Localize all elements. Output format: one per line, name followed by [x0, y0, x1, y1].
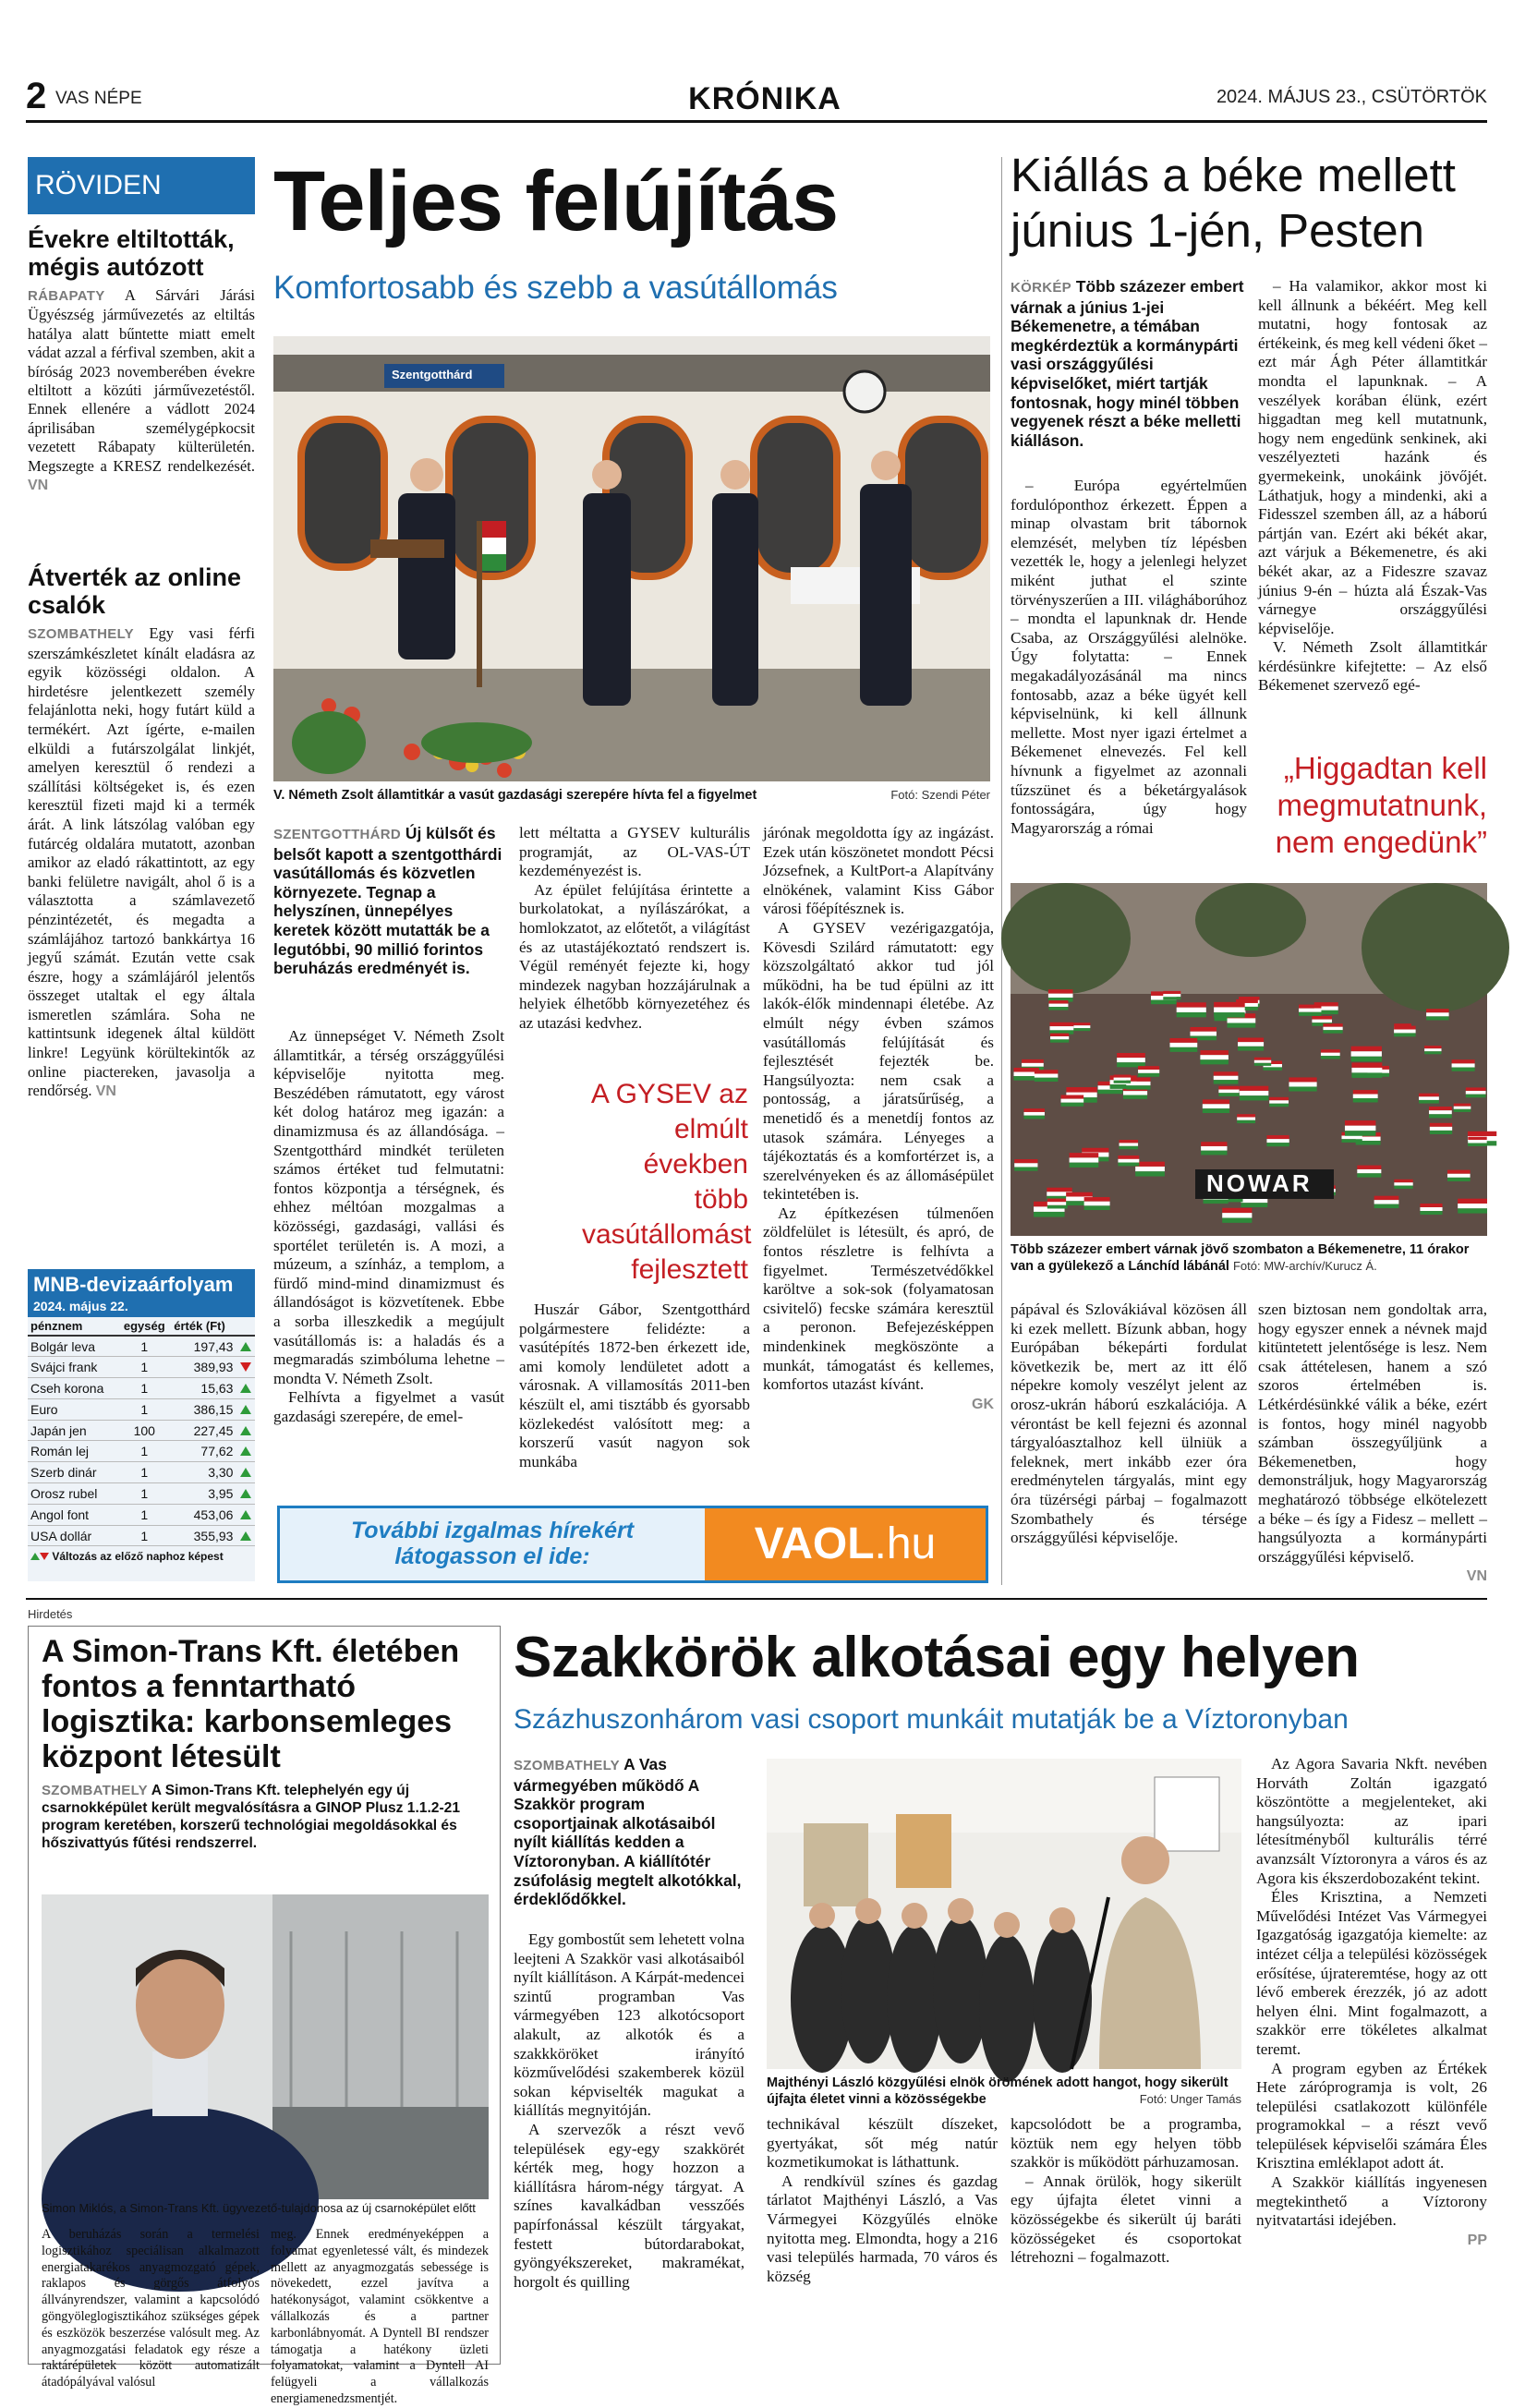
page-header — [26, 78, 1487, 115]
fx-box — [28, 1269, 255, 1581]
fx-rate: 15,63 — [171, 1378, 236, 1399]
main-headline: Teljes felújítás — [273, 154, 839, 248]
ad-portrait-photo — [42, 1894, 489, 2199]
main-signature: GK — [972, 1396, 994, 1412]
fx-rate: 355,93 — [171, 1525, 236, 1546]
fx-row — [28, 1420, 255, 1441]
roviden-item-2-body: SZOMBATHELY Egy vasi férfi szerszámkészletet kínált eladásra az egyik közösségi oldalon. A hirdetésre jelentkezett személy felajánlotta neki, hogy futárt küld a termékért. Azt ígérte, e-mailen elküldi a futárszolgálat linkjét, amelyen keresztül ő rendezi a szállítási költségeket is, és ezen keresztül fizeti majd ki a termék árát. A link látszólag valóban egy futárcég oldalára mutatott, azonban amikor az eladó rákattintott, az egy banki felületre navigált, ahol ő is a választotta a számlavezető pénzintézetét, és megadta a számlájához tartozó bankkártya 16 jegyű számát. Ezután vette csak észre, hogy a számlájáról jelentős összeget utaltak el egy általa ismeretlen számlára. Soha ne kattintsunk idegenek által küldött linkre! Legyünk körültekintők az online piactereken, javasolja a rendőrség. VN — [28, 624, 256, 1100]
roviden-label: RÖVIDEN — [28, 157, 255, 214]
right-signature: VN — [1466, 1568, 1487, 1585]
szakkor-subheadline: Százhuszonhárom vasi csoport munkáit mutatják be a Víztoronyban — [514, 1704, 1349, 1735]
header-rule — [26, 120, 1487, 123]
fx-currency-name: USA dollár — [28, 1525, 117, 1546]
fx-unit: 1 — [117, 1398, 171, 1420]
fx-unit: 100 — [117, 1420, 171, 1441]
main-col-2b: Huszár Gábor, Szentgotthárd polgármestere felidézte: a vasútépítés 1872-ben érkezett ide, ami komoly lendületet adott a városnak. A villamosítás 2011-ben készült el, ami tisztább és gyorsabb közlekedést valósított meg: a korszerű vasút nagyon sok munkába — [519, 1301, 750, 1470]
right-col-1: – Európa egyértelműen fordulóponthoz érkezett. Éppen a minap olvastam brit tábornok elemzését, melyben tíz lépésben vezették le, hogy a jelenlegi helyzet miként juthat el szinte törvényszerűen a III. világháborúhoz – mondta el lapunknak dr. Hende Csaba, az Országgyűlési alelnöke. Úgy folytatta: – Ennek megakadályozásánál ma nincs fontosabb, azaz a béke ügyét kell képviselnünk, ki kell állnunk mellette. Most nyer igazi értelmet a Békemenet elnevezés. Fel kell hívnunk a figyelmet az azonnali tűzszünet és a béketárgyalások fontosságára, úgy hogy Magyarország a római — [1011, 477, 1247, 837]
vaol-promo[interactable] — [277, 1506, 988, 1583]
fx-unit: 1 — [117, 1357, 171, 1378]
right-col-2: – Ha valamikor, akkor most ki kell állnunk a békéért. Meg kell mutatni, hogy fontosak az értékeink, és meg kell védeni őket – ezt már Ágh Péter államtitkár mondta el lapunknak. – A veszélyek korában élünk, ezért higgadtan meg kell mutatnunk, hogy nem engedünk senkinek, aki veszélyezteti hazánk és gyermekeink, unokáink jövőjét. Láthatjuk, hogy a mindenki, aki a Fidesszel szemben áll, az a háború pártján van. Ezért aki békét akar, azt várjuk a Békemenetre, és aki békét akar, az a Fideszre szavaz június 9-én – húzta alá Észak-Vas várnegye országgyűlési képviselője. V. Németh Zsolt államtitkár kérdésünkre kifejtette: – Az első Békemenet szervező egé- — [1258, 277, 1487, 695]
ad-col-1: A beruházás során a termelési logisztikához speciálisan alkalmazott energiatakarékos anyagmozgató gépek, raklapos és görgős átfolyós állványrendszer, valamint a kapcsolódó göngyöleglogisztikához szükséges gépek és eszközök beszerzése valósult meg. Az anyagmozgatási feladatok egy része a raktárépületek között automatizált átadópályával valósul — [42, 2227, 260, 2390]
promo-logo[interactable]: VAOL.hu — [705, 1508, 986, 1580]
fx-table — [28, 1317, 255, 1546]
right-col-3: pápával és Szlovákiával közösen áll ki ezek mellett. Bízunk abban, hogy Európában békepárti fordulat következik be, mert az itt élő népekre komoly veszélyt jelent az orosz-ukrán háború eszkalációja. A vérontást be kell fejezni és azonnal tárgyalóasztalhoz kell ülniük a feleknek, mert inkább ezer óra eredménytelen tárgyalás, mint egy óra tüzérségi párbaj – fogalmazott Szombathely és térsége országgyűlési képviselője. — [1011, 1301, 1247, 1547]
roviden-item-2 — [28, 563, 255, 1102]
szakkor-col-2: technikával készült díszeket, gyertyákat, sőt még natúr kozmetikumokat is láthattunk. A rendkívül színes és gazdag tárlatot Majthényi László, a Vas Vármegyei Közgyűlés elnöke nyitotta meg. Elmondta, hogy a 216 vasi település harmada, 70 város és község — [767, 2115, 998, 2285]
fx-unit: 1 — [117, 1525, 171, 1546]
arrow-up-icon — [240, 1405, 251, 1414]
fx-row — [28, 1336, 255, 1357]
fx-col-unit: egység — [117, 1317, 171, 1336]
right-pullquote: „Higgadtan kell megmutatnunk, nem engedünk” — [1275, 751, 1487, 859]
section-title: KRÓNIKA — [688, 81, 841, 116]
fx-footnote: Változás az előző naphoz képest — [28, 1546, 255, 1567]
main-pullquote: A GYSEV az elmúlt években több vasútállomást fejlesztett — [582, 1079, 752, 1285]
right-lead: KÖRKÉP Több százezer embert várnak a június 1-jei Békemenetre, a témában megkérdeztük a kormánypárti vasi országgyűlési képviselőket, miért tartják fontosnak, hogy minél többen vegyenek részt a béke melletti kiálláson. — [1011, 277, 1244, 450]
arrow-up-icon — [240, 1468, 251, 1477]
issue-date: 2024. MÁJUS 23., CSÜTÖRTÖK — [1216, 87, 1487, 107]
main-subheadline: Komfortosabb és szebb a vasútállomás — [273, 270, 838, 306]
roviden-item-1-title: Évekre eltiltották, mégis autózott — [28, 225, 235, 281]
column-divider — [1001, 157, 1002, 1585]
arrow-up-icon — [240, 1384, 251, 1393]
fx-unit: 1 — [117, 1441, 171, 1462]
fx-currency-name: Japán jen — [28, 1420, 117, 1441]
fx-rate: 3,30 — [171, 1462, 236, 1483]
szakkor-signature: PP — [1467, 2232, 1487, 2248]
fx-unit: 1 — [117, 1336, 171, 1357]
station-sign: Szentgotthárd — [392, 368, 473, 381]
fx-title: MNB-devizaárfolyam — [28, 1269, 255, 1299]
exhibition-photo — [767, 1759, 1241, 2069]
szakkor-lead: SZOMBATHELY A Vas vármegyében működő A Szakkör program csoportjainak alkotásaiból nyílt kiállítás kedden a Víztoronyban. A kiállítótér zsúfolásig megtelt alkotókkal, érdeklődőkkel. — [514, 1755, 742, 1909]
main-col-1: Az ünnepséget V. Németh Zsolt államtitkár, a térség országgyűlési képviselője nyitotta meg. Beszédében rámutatott, egy várost két dolog határoz meg igazán: a dinamizmusa és az állandósága. – Szentgotthárd mindkét területen számos értéket tud felmutatni: fontos központja a térségnek, és ehhez méltóan mozgalmas a közösségi, gazdasági, vallási és sportélet területén is. A mozi, a múzeum, a színház, a templom, a fürdő mind-mind dinamizmust és állandóságot is közvetítenek. Ebbe a sorba illeszkedik a megújult vasútállomás is: a haladás és a megmaradás szimbóluma lehetne – mondta V. Németh Zsolt. Felhívta a figyelmet a vasút gazdasági szerepére, de emel- — [273, 1027, 504, 1425]
nowar-banner-text: NOWAR — [1206, 1169, 1313, 1197]
main-col-2: lett méltatta a GYSEV kulturális programját, az OL-VAS-ÚT kezdeményezést is. Az épület felújítása érintette a burkolatokat, a nyílászárókat, a homlokzatot, az előtetőt, a világítást és az utastájékoztató rendszert is. Végül reményét fejezte ki, hogy mindezek nagyban hozzájárulnak a helyiek élhetőbb környezetéhez és az utazási kedvhez. — [519, 824, 750, 1032]
ad-photo-caption: Simon Miklós, a Simon-Trans Kft. ügyvezető-tulajdonosa az új csarnoképület előtt — [42, 2201, 476, 2215]
fx-unit: 1 — [117, 1378, 171, 1399]
fx-rate: 389,93 — [171, 1357, 236, 1378]
promo-text: További izgalmas hírekért látogasson el ide: — [280, 1508, 705, 1580]
roviden-item-1 — [28, 225, 255, 495]
ad-col-2: meg. Ennek eredményeképpen a folyamat egyenletessé vált, és mindezek mellett az anyagmozgatás sebessége is növekedett, ezzel javítva a hatékonyságot, valamint csökkentve a vállalkozás és a partner karbonlábnyomát. A Dyntell BI rendszer támogatja a hatékony üzleti folyamatokat, valamint a Dyntell AI felügyeli a vállalkozás energiamenedzsmentjét. — [271, 2227, 489, 2406]
station-illustration — [273, 336, 990, 781]
arrow-down-icon — [240, 1362, 251, 1372]
arrow-up-icon — [30, 1553, 40, 1560]
szakkor-col-1: Egy gombostűt sem lehetett volna leejteni A Szakkör vasi alkotásaiból nyílt kiállításon. A Kárpát-medencei szintű programban Vas vármegyében 123 alkotócsoport alakult, az alkotók és a szakkköröket irányító közművelődési szakemberek közül sokan képviselték magukat a kiállítás megnyitóján. A szervezők a részt vevő települések egy-egy szakkörét kérték meg, hogy hozzon a kiállításra három-négy tárgyat. A színes kavalkádban vesszőés papírfonással készült tárgyakat, festett bútordarabokat, gyöngyékszereket, makramékat, horgolt és quilling — [514, 1930, 744, 2291]
portrait-illustration — [42, 1894, 489, 2199]
fx-row — [28, 1504, 255, 1525]
fx-row — [28, 1462, 255, 1483]
fx-currency-name: Bolgár leva — [28, 1336, 117, 1357]
fx-unit: 1 — [117, 1462, 171, 1483]
exhibition-photo-caption: Majthényi László közgyűlési elnök örömének adott hangot, hogy sikerült újfajta életet vinni a közösségekbe Fotó: Unger Tamás — [767, 2075, 1241, 2107]
peace-march-photo — [1011, 883, 1487, 1236]
fx-row — [28, 1483, 255, 1505]
fx-unit: 1 — [117, 1504, 171, 1525]
section-rule — [26, 1598, 1487, 1600]
main-photo-caption: V. Németh Zsolt államtitkár a vasút gazdasági szerepére hívta fel a figyelmet Fotó: Szendi Péter — [273, 788, 990, 803]
fx-currency-name: Szerb dinár — [28, 1462, 117, 1483]
fx-col-value: érték (Ft) — [171, 1317, 236, 1336]
fx-row — [28, 1398, 255, 1420]
roviden-item-2-title: Átverték az online csalók — [28, 563, 242, 619]
ad-lead: SZOMBATHELY A Simon-Trans Kft. telephelyén egy új csarnokképület került megvalósításra a GINOP Plusz 1.1.2-21 program keretében, korszerű technológiai megoldásokkal és hőszivattyús fűtési rendszerrel. — [42, 1783, 461, 1851]
arrow-up-icon — [240, 1426, 251, 1435]
fx-currency-name: Euro — [28, 1398, 117, 1420]
fx-unit: 1 — [117, 1483, 171, 1505]
fx-currency-name: Román lej — [28, 1441, 117, 1462]
fx-rate: 386,15 — [171, 1398, 236, 1420]
fx-row — [28, 1357, 255, 1378]
fx-currency-name: Svájci frank — [28, 1357, 117, 1378]
main-col-3: járónak megoldotta így az ingázást. Ezek után köszönetet mondott Pécsi Józsefnek, a KultPort-a Alapítvány elnökének, valamint Kiss Gábor városi főépítésznek is. A GYSEV vezérigazgatója, Kövesdi Szilárd rámutatott: egy közszolgáltató akkor tud jól működni, ha be tud épülni az itt lakók-élők mindennapi életébe. Az elmúlt négy évben számos vasútállomás felújítását és fejlesztését fejezték be. Hangsúlyozta: nem csak a pontosság, a járatsűrűség, a menetidő és a menetdíj fontos az utasok számára. Lényeges a tájékoztatás és a komfortérzet is, a szerelvényeken és az állomásépület tekintetében is. Az építkezésen túlmenően zöldfelület is létesült, és apró, de fontos részletre is felhívta a figyelmet. Természetvédőkkel karöltve a sok-sok (folyamatosan csivitelő) fecske számára keresztül a peronon. Befejezésképpen mindenkinek megköszönte a munkát, támogatást és kellemes, komfortos utazást kívánt. GK — [763, 824, 994, 1412]
page-number: 2 — [26, 76, 47, 116]
szakkor-headline: Szakkörök alkotásai egy helyen — [514, 1626, 1360, 1689]
fx-rate: 453,06 — [171, 1504, 236, 1525]
fx-currency-name: Cseh korona — [28, 1378, 117, 1399]
fx-rate: 77,62 — [171, 1441, 236, 1462]
ad-label: Hirdetés — [28, 1607, 73, 1621]
fx-col-currency: pénznem — [28, 1317, 117, 1336]
arrow-up-icon — [240, 1489, 251, 1498]
fx-row — [28, 1525, 255, 1546]
szakkor-col-4: Az Agora Savaria Nkft. nevében Horváth Zoltán igazgató köszöntötte a megjelenteket, aki hangsúlyozta: az ipari létesítményből kulturális térré avanzsált Víztoronyra a város és az Agora kis ékszerdobozaként tekint. Éles Krisztina, a Nemzeti Művelődési Intézet Vas Vármegyei Igazgatóság igazgatója kiemelte: az intézet célja a települési közösségek erősítése, újrateremtése, hogy az ott lévő emberek érezzék, jó az adott helyen élni. Mint fogalmazott, a szakkör erre tökéletes alkalmat teremt. A program egyben az Értékek Hete záróprogramja is volt, 26 települési csatlakozott különféle programokkal – a részt vevő települések képviselői számára Éles Krisztina emléklapot adott át. A Szakkör kiállítás ingyenesen megtekinthető a Víztorony nyitvatartási idejében. PP — [1256, 1755, 1487, 2248]
fx-rate: 227,45 — [171, 1420, 236, 1441]
fx-rate: 3,95 — [171, 1483, 236, 1505]
arrow-up-icon — [240, 1531, 251, 1541]
ad-box — [28, 1626, 501, 2406]
fx-row — [28, 1441, 255, 1462]
fx-currency-name: Angol font — [28, 1504, 117, 1525]
main-lead: SZENTGOTTHÁRD Új külsőt és belsőt kapott a szentgotthárdi vasútállomás és közvetlen környezete. Tegnap a helyszínen, ünnepélyes keretek között mutatták be a legutóbbi, 90 millió forintos beruházás eredményét is. — [273, 824, 502, 978]
arrow-up-icon — [240, 1510, 251, 1519]
ad-title: A Simon-Trans Kft. életében fontos a fenntartható logisztika: karbonsemleges központ létesült — [42, 1634, 460, 1774]
arrow-down-icon — [40, 1553, 49, 1560]
fx-row — [28, 1378, 255, 1399]
right-photo-caption: Több százezer embert várnak jövő szombaton a Békemenetre, 11 órakor van a gyülekező a Lánchíd lábánál Fotó: MW-archív/Kurucz Á. — [1011, 1242, 1470, 1274]
fx-currency-name: Orosz rubel — [28, 1483, 117, 1505]
arrow-up-icon — [240, 1342, 251, 1351]
fx-rate: 197,43 — [171, 1336, 236, 1357]
roviden-item-1-body: RÁBAPATY A Sárvári Járási Ügyészség járművezetés az eltiltás hatálya alatt bűntette miatt emelt vádat azzal a férfival szemben, akit a bíróság 2023 novemberében évekre eltiltott a közúti járművezetéstől. Ennek ellenére a vádlott 2024 áprilisában személygépkocsit vezetett Rábapaty külterületén. Megszegte a KRESZ rendelkezését. VN — [28, 286, 255, 494]
exhibition-illustration — [767, 1759, 1241, 2069]
fx-date: 2024. május 22. — [28, 1299, 255, 1317]
arrow-up-icon — [240, 1446, 251, 1456]
right-headline: Kiállás a béke mellett június 1-jén, Pesten — [1011, 149, 1456, 257]
station-photo — [273, 336, 990, 781]
szakkor-col-3: kapcsolódott be a programba, köztük nem egy helyen több szakkör is működött párhuzamosan. – Annak örülök, hogy sikerült egy újfajta életet vinni a közösségekbe és sikerült új baráti közösségeket és csoportokat létrehozni – fogalmazott. — [1011, 2115, 1241, 2267]
right-col-4: szen biztosan nem gondoltak arra, hogy egyszer ennek a névnek majd kitüntetett jelentősége is lesz. Nem csak áttételesen, hanem a szó szoros értelmében is. Létkérdésünkké válik a béke, ezért is fontos, hogy minél nagyobb számban összegyűljünk a Békemenetben, hogy demonstráljuk, hogy Magyarország meghatározó többsége elkötelezett a béke – és így a Fidesz – mellett – hangsúlyozta a kormánypárti országgyűlési képviselő. VN — [1258, 1301, 1487, 1585]
paper-name: VAS NÉPE — [55, 89, 142, 108]
